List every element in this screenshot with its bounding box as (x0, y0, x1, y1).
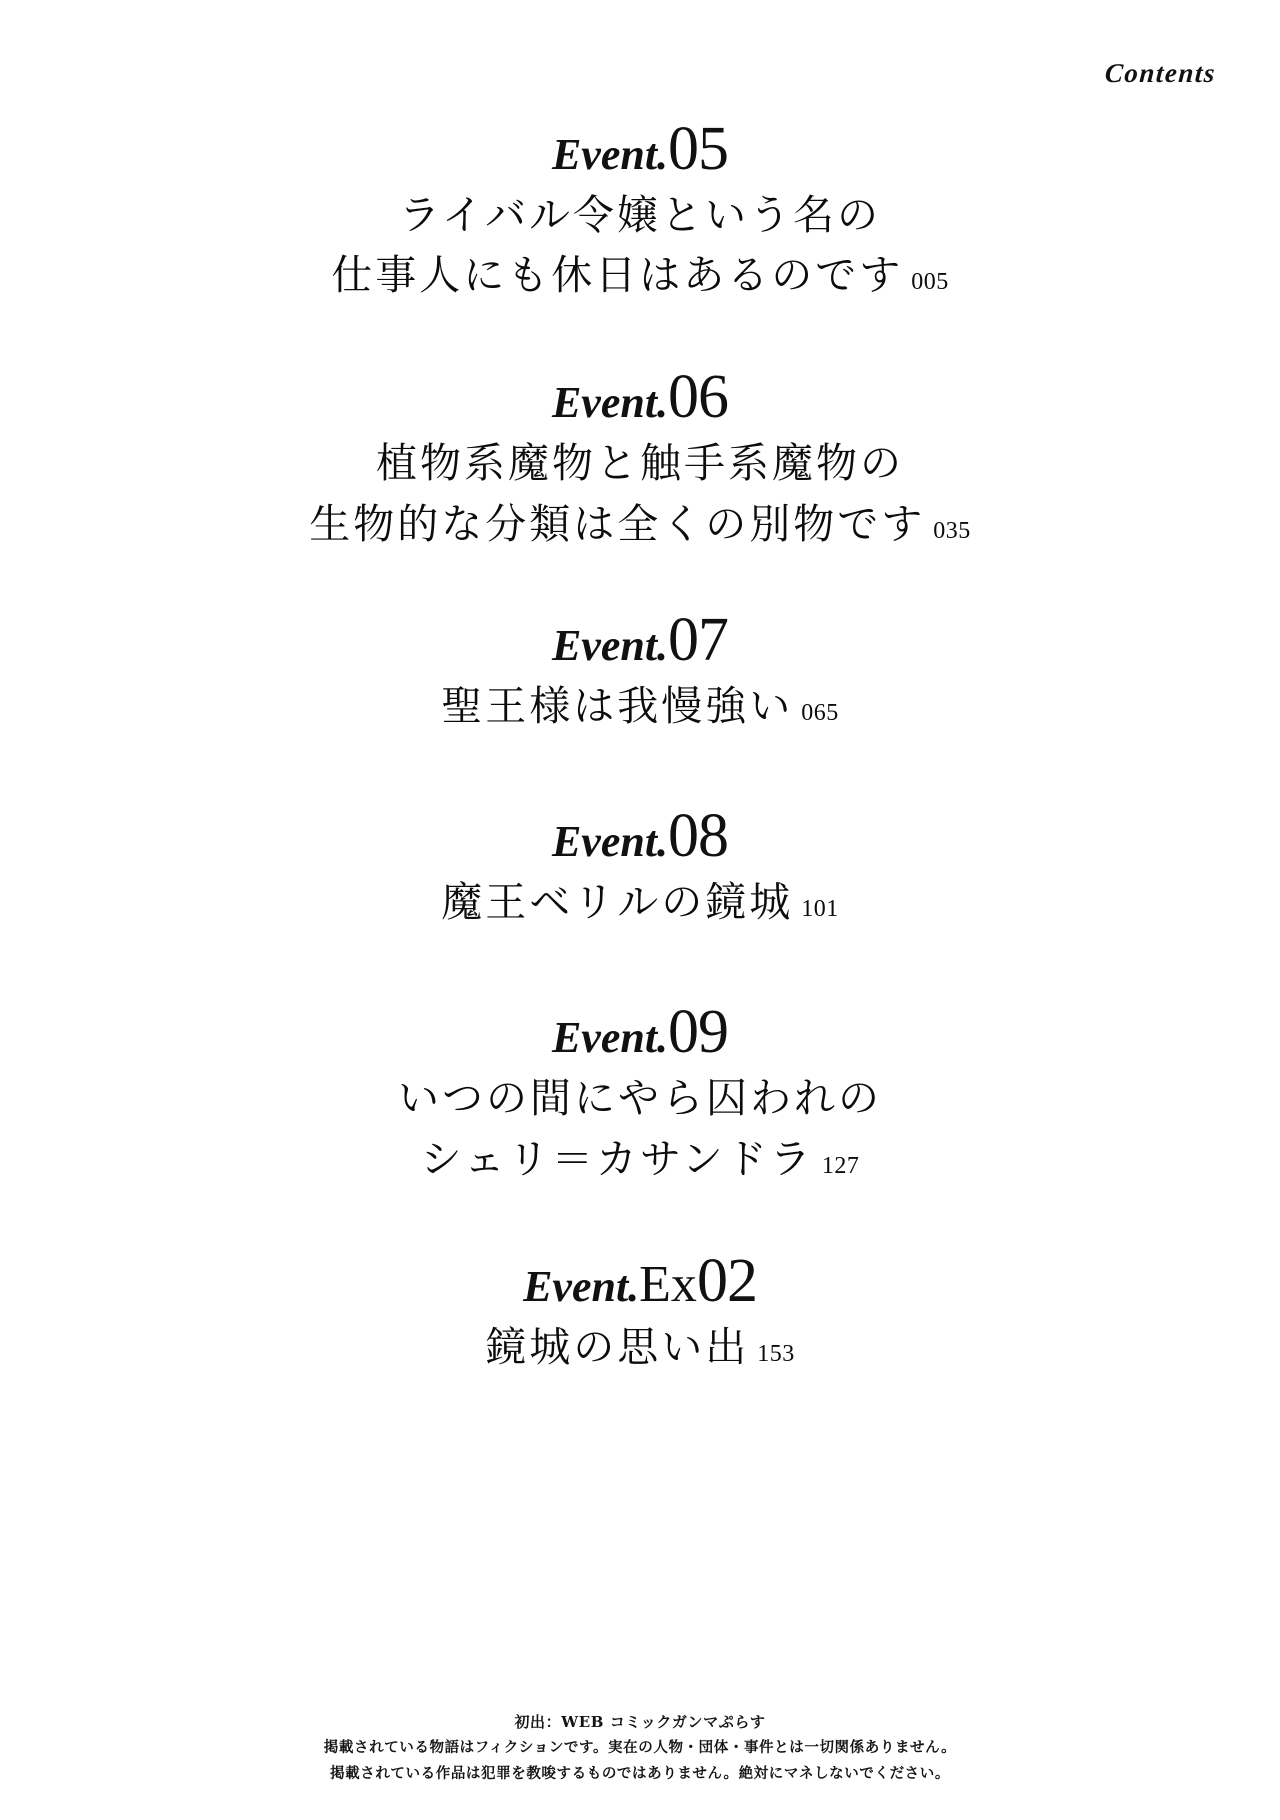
event-number-08 (0, 802, 1280, 871)
event-number: 02 (696, 1246, 757, 1315)
toc-title-line-1: いつの間にやら囚われの (398, 1074, 882, 1123)
toc-title-text: 鏡城の思い出 (485, 1322, 750, 1371)
event-ex-label: Ex (639, 1255, 697, 1313)
event-prefix: Event. (551, 620, 669, 670)
toc-entry-event-08[interactable] (0, 802, 1280, 931)
toc-entry-event-05[interactable] (0, 115, 1280, 304)
event-number-05 (0, 115, 1280, 183)
event-number: 05 (668, 115, 729, 183)
toc-entry-event-07[interactable] (0, 605, 1280, 735)
footer-line-fiction-disclaimer: 掲載されている物語はフィクションです。実在の人物・団体・事件とは一切関係ありません。 (323, 1739, 957, 1757)
toc-entry-event-06[interactable] (0, 363, 1280, 552)
event-number: 07 (668, 605, 729, 674)
toc-entry-event-09[interactable] (0, 998, 1280, 1187)
footer-line-safety-disclaimer: 掲載されている作品は犯罪を教唆するものではありません。絶対にマネしないでください。 (330, 1764, 950, 1782)
toc-title-line-1 (0, 677, 1280, 735)
toc-entry-event-ex02[interactable] (0, 1246, 1280, 1376)
event-prefix: Event. (551, 817, 669, 867)
event-number: 09 (668, 998, 729, 1067)
event-number-07 (0, 605, 1280, 674)
event-number: 06 (668, 363, 729, 432)
event-prefix: Event. (551, 378, 669, 428)
event-number-09 (0, 998, 1280, 1067)
toc-page-number: 035 (933, 517, 971, 544)
toc-page-number: 005 (911, 269, 949, 296)
toc-title-line-2 (0, 495, 1280, 553)
footer-line-source: 初出：WEB コミックガンマぷらす (514, 1713, 766, 1731)
toc-page-number: 127 (821, 1152, 860, 1179)
toc-title-line-2 (0, 1130, 1280, 1188)
toc-title-text: 仕事人にも休日はあるのです (331, 251, 904, 300)
toc-title-line-1 (0, 1318, 1280, 1376)
toc-title-line-1: 植物系魔物と触手系魔物の (376, 439, 904, 488)
toc-title-line-1 (0, 873, 1280, 931)
footer-notice (0, 1709, 1280, 1786)
event-prefix: Event. (551, 1013, 669, 1063)
toc-title-line-2 (0, 246, 1280, 304)
event-prefix: Event. (551, 130, 669, 179)
page-title: Contents (1103, 58, 1218, 88)
toc-page-number: 065 (801, 699, 839, 726)
toc-title-text: 魔王ベリルの鏡城 (441, 878, 794, 927)
toc-title-text: 生物的な分類は全くの別物です (309, 499, 926, 548)
event-prefix: Event. (523, 1261, 640, 1311)
toc-title-text: 聖王様は我慢強い (441, 681, 794, 730)
toc-title-line-1: ライバル令嬢という名の (399, 191, 881, 239)
toc-page-number: 153 (757, 1340, 795, 1367)
toc-page-number: 101 (801, 896, 839, 923)
toc-title-text: シェリ＝カサンドラ (420, 1134, 814, 1183)
event-number-ex02 (0, 1246, 1280, 1315)
event-number: 08 (668, 802, 729, 871)
table-of-contents (0, 115, 1280, 1376)
event-number-06 (0, 363, 1280, 432)
